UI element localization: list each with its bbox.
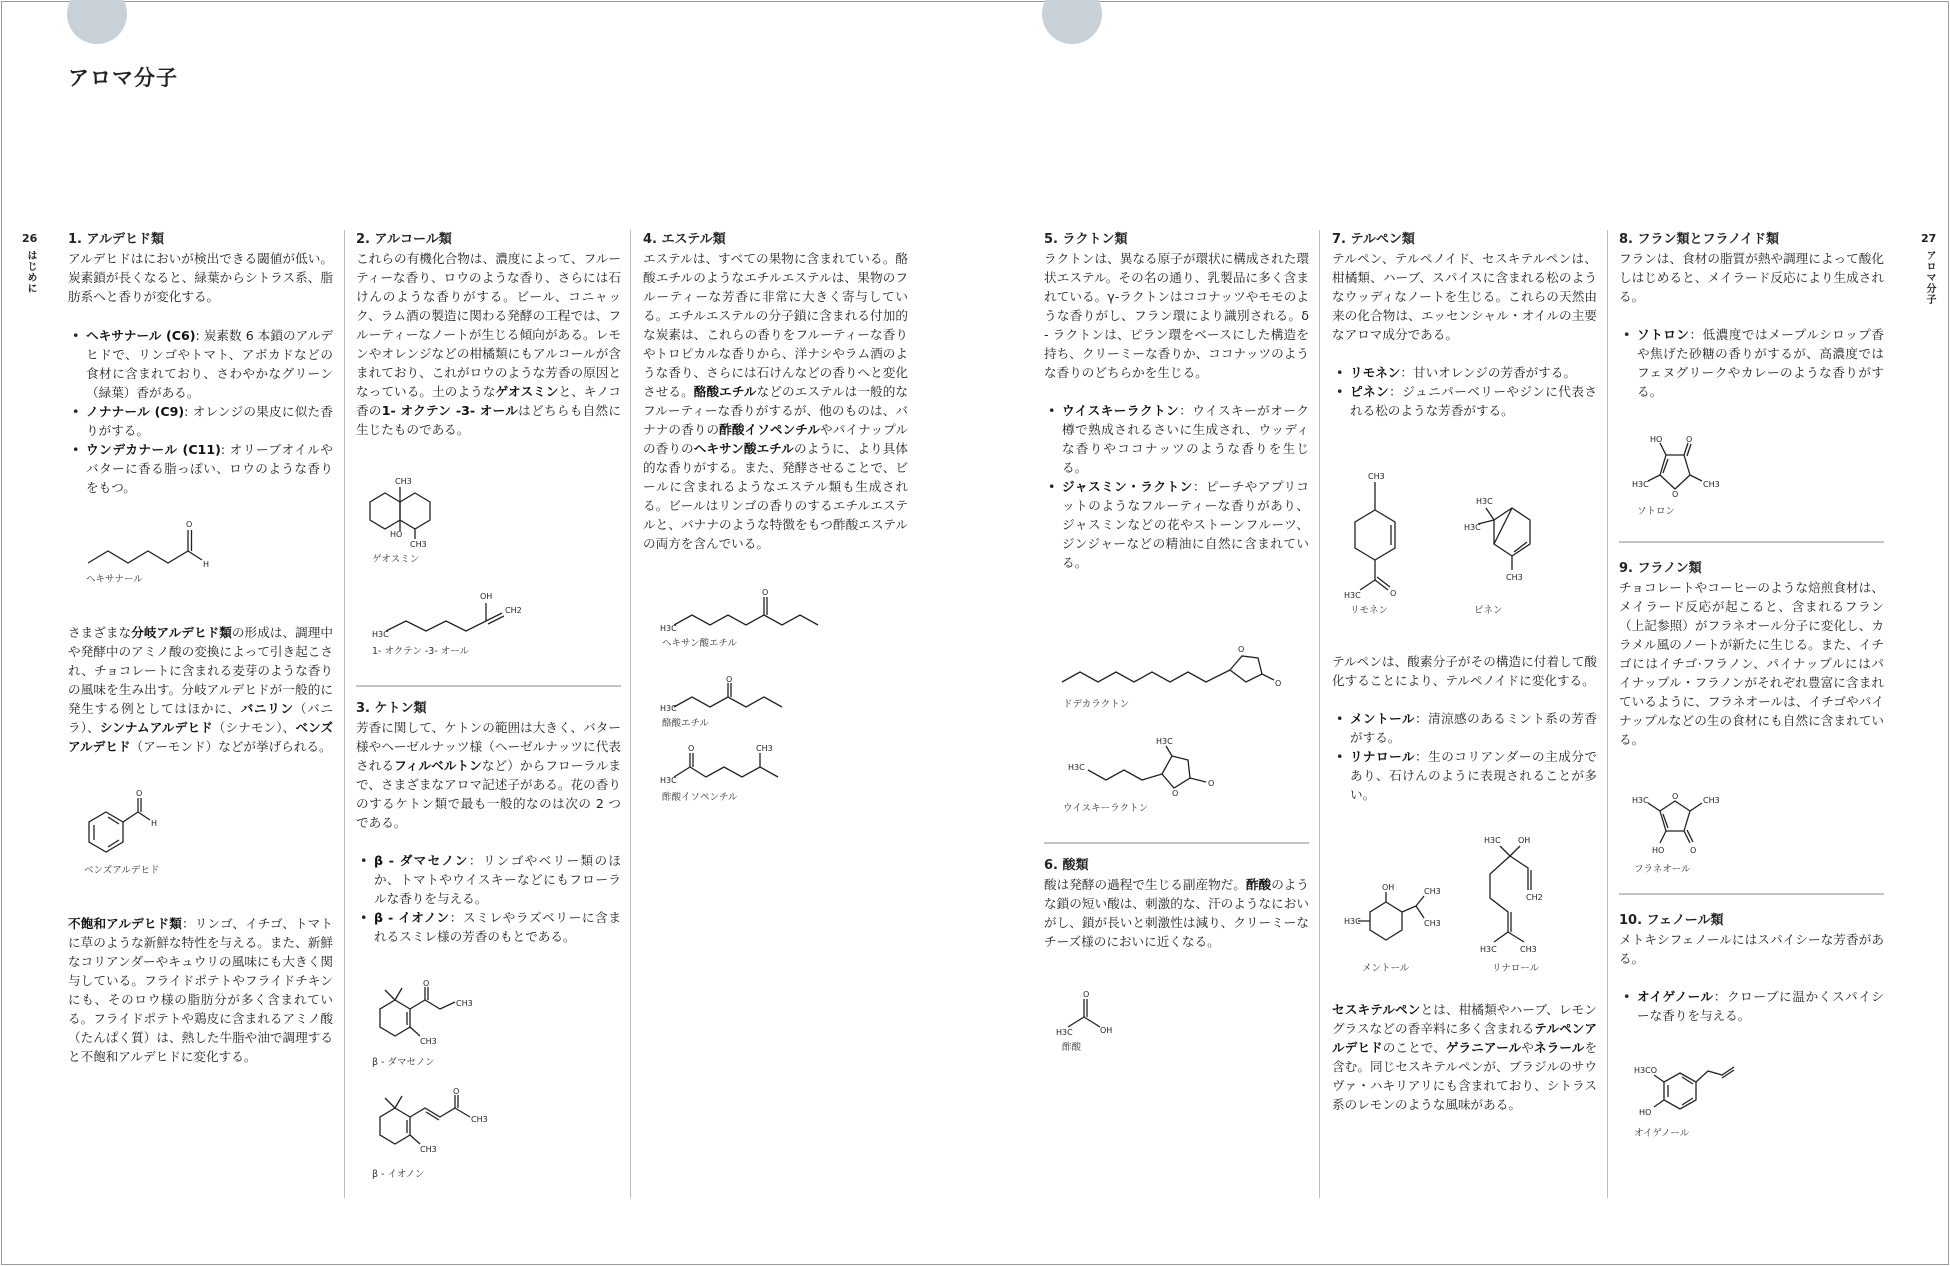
text: はどちらも自然に生じたものである。 bbox=[356, 403, 622, 437]
text: エステルは、すべての果物に含まれている。酪酸エチルのようなエチルエステルは、果物のフルーティーな芳香に非常に大きく寄与している。エチルエステルの分子鎖に含まれる付加的な炭素は、これらの香りをフルーティーな香りやトロピカルな香りから、洋ナシやラム酒のような香り、さらには石けんなどの香りへと変化させる。 bbox=[643, 251, 908, 399]
running-head-right: アロマ分子 bbox=[1924, 250, 1935, 305]
section-heading: 1. アルデヒド類 bbox=[68, 232, 164, 247]
atom-label: O bbox=[1672, 792, 1679, 801]
text: テルペンは、酸素分子がその構造に付着して酸化することにより、テルペノイドに変化する。 bbox=[1332, 654, 1597, 688]
atom-label: CH2 bbox=[505, 606, 522, 615]
atom-label: H3C bbox=[1484, 836, 1501, 845]
section-alcohols bbox=[356, 230, 621, 439]
molecule-pinene bbox=[1464, 490, 1544, 590]
text: を含む。同じセスキテルペンが、ブラジルのサウヴァ・ハキリアリにも含まれており、シトラス系のレモンのような風味がある。 bbox=[1332, 1040, 1598, 1112]
molecule-caption: ウイスキーラクトン bbox=[1063, 803, 1149, 814]
list-item bbox=[68, 402, 333, 440]
molecule-furaneol bbox=[1630, 793, 1884, 857]
atom-label: HO bbox=[390, 530, 403, 539]
list-item bbox=[68, 440, 333, 497]
section-furanones bbox=[1619, 559, 1884, 749]
atom-label: CH3 bbox=[471, 1115, 488, 1124]
atom-label: H3C bbox=[1056, 1028, 1073, 1037]
molecule-eugenol bbox=[1634, 1061, 1884, 1123]
text: とは、柑橘類やハーブ、レモングラスなどの香辛料に多く含まれる bbox=[1332, 1002, 1597, 1036]
running-head-left: はじめに bbox=[25, 250, 36, 294]
atom-label: O bbox=[1238, 645, 1245, 654]
atom-label: CH3 bbox=[1506, 573, 1523, 582]
section-rule bbox=[1044, 842, 1309, 844]
atom-label: O bbox=[1686, 435, 1693, 444]
column-2 bbox=[356, 230, 621, 1182]
text: と、キノコ香の bbox=[356, 384, 622, 418]
term: ゲオスミン bbox=[495, 384, 559, 399]
page-title: アロマ分子 bbox=[68, 65, 178, 90]
atom-label: O bbox=[1690, 846, 1697, 855]
molecule-octenol bbox=[372, 591, 621, 641]
molecule-caption: ヘキサン酸エチル bbox=[662, 638, 738, 649]
atom-label: O bbox=[1275, 679, 1282, 688]
atom-label: O bbox=[726, 675, 733, 684]
section-heading: 4. エステル類 bbox=[643, 232, 726, 247]
section-intro: ラクトンは、異なる原子が環状に構成された環状エステル。その名の通り、乳製品に多く含まれている。γ-ラクトンはココナッツやモモのような香りがし、フラン環により識別される。δ - ラクトンは、ピラン環をベースにした構造を持ち、クリーミーな香りか、ココナッツのような香りのどちらかを生じる。 bbox=[1044, 251, 1309, 380]
term: ウイスキーラクトン bbox=[1062, 403, 1180, 418]
atom-label: H3C bbox=[660, 704, 677, 713]
atom-label: O bbox=[1390, 589, 1397, 598]
unsaturated-aldehydes-paragraph bbox=[68, 914, 333, 1066]
terpene-caption-row bbox=[1332, 604, 1597, 622]
atom-label: H3C bbox=[1156, 737, 1173, 746]
atom-label: O bbox=[1672, 490, 1679, 499]
section-intro: フランは、食材の脂質が熱や調理によって酸化しはじめると、メイラード反応により生成される。 bbox=[1619, 251, 1884, 304]
molecule-caption: 酪酸エチル bbox=[662, 718, 710, 729]
term: バニリン bbox=[240, 701, 294, 716]
term: 分岐アルデヒド類 bbox=[131, 625, 232, 640]
term: セスキテルペン bbox=[1332, 1002, 1421, 1017]
molecule-caption: ピネン bbox=[1474, 605, 1503, 616]
molecule-caption: β - ダマセノン bbox=[372, 1057, 435, 1068]
bullet-list bbox=[1619, 325, 1884, 401]
terpenoid-paragraph bbox=[1332, 652, 1597, 804]
column-1 bbox=[68, 230, 333, 1066]
list-item bbox=[356, 851, 621, 908]
term: ネラール bbox=[1533, 1040, 1585, 1055]
bullet-list bbox=[68, 326, 333, 497]
atom-label: H3C bbox=[1632, 796, 1649, 805]
bullet-list bbox=[1044, 401, 1309, 572]
text: 芳香に関して、ケトンの範囲は大きく、バター様やヘーゼルナッツ様（ヘーゼルナッツに代表される bbox=[356, 720, 621, 773]
column-divider bbox=[1607, 230, 1608, 1198]
molecule-caption: オイゲノール bbox=[1634, 1128, 1690, 1139]
list-item bbox=[1332, 709, 1597, 747]
term: リモネン bbox=[1350, 365, 1401, 380]
description: ：ピーチやアプリコットのようなフルーティーな香りがあり、ジャスミンなどの花やストーンフルーツ、ジンジャーなどの精油に自然に含まれている。 bbox=[1062, 479, 1309, 570]
atom-label: HO bbox=[1652, 846, 1665, 855]
molecule-hexanal bbox=[86, 519, 333, 569]
text: （シナモン）、 bbox=[212, 720, 296, 735]
term: 酢酸イソペンチル bbox=[719, 422, 821, 437]
molecule-caption: 酢酸 bbox=[1062, 1042, 1082, 1053]
atom-label: H3C bbox=[1344, 917, 1361, 926]
text: （アーモンド）などが挙げられる。 bbox=[130, 739, 332, 754]
section-heading: 6. 酸類 bbox=[1044, 858, 1089, 873]
column-divider bbox=[1319, 230, 1320, 1198]
molecule-caption: リモネン bbox=[1350, 605, 1389, 616]
molecule-linalool bbox=[1480, 834, 1560, 954]
atom-label: H3C bbox=[1068, 763, 1085, 772]
section-rule bbox=[356, 685, 621, 687]
term: ヘキサナール (C6) bbox=[86, 328, 196, 343]
term: ノナナール (C9) bbox=[86, 404, 185, 419]
atom-label: HO bbox=[1639, 1108, 1652, 1117]
list-item bbox=[1332, 363, 1597, 382]
atom-label: OH bbox=[480, 592, 493, 601]
term: 酢酸 bbox=[1245, 877, 1272, 892]
atom-label: H3C bbox=[1480, 945, 1497, 954]
atom-label: O bbox=[762, 588, 769, 597]
atom-label: CH3 bbox=[1424, 919, 1441, 928]
description: : 炭素数 6 本鎖のアルデヒドで、リンゴやトマト、アボカドなどの食材に含まれており、さわやかなグリーン（緑葉）香がある。 bbox=[86, 328, 333, 400]
term: 酪酸エチル bbox=[693, 384, 757, 399]
atom-label: O bbox=[1172, 789, 1179, 798]
section-phenols bbox=[1619, 911, 1884, 1025]
description: ：リンゴやベリー類のほか、トマトやウイスキーなどにもフローラルな香りを与える。 bbox=[374, 853, 621, 906]
description: ：生のコリアンダーの主成分であり、石けんのように表現されることが多い。 bbox=[1350, 749, 1597, 802]
page-number-left: 26 bbox=[22, 232, 38, 245]
term: ジャスミン・ラクトン bbox=[1062, 479, 1193, 494]
section-terpenes bbox=[1332, 230, 1597, 420]
atom-label: H3C bbox=[1464, 523, 1481, 532]
bullet-list bbox=[1332, 709, 1597, 804]
description: ：低濃度ではメープルシロップ香や焦げた砂糖の香りがするが、高濃度ではフェヌグリークやカレーのような香りがする。 bbox=[1637, 327, 1884, 399]
branched-aldehydes-paragraph bbox=[68, 623, 333, 756]
molecule-benzaldehyde bbox=[86, 790, 333, 856]
molecule-ethyl-hexanoate bbox=[660, 589, 908, 633]
term: ウンデカナール (C11) bbox=[86, 442, 221, 457]
term: ゲラニアール bbox=[1445, 1040, 1522, 1055]
atom-label: CH3 bbox=[1703, 796, 1720, 805]
molecule-ionone bbox=[370, 1087, 621, 1160]
text: やパイナップルの香りの bbox=[643, 422, 909, 456]
section-furans bbox=[1619, 230, 1884, 401]
section-lactones bbox=[1044, 230, 1309, 572]
atom-label: CH3 bbox=[410, 540, 427, 549]
text: のように、より具体的な香りがする。また、発酵させることで、ビールに含まれるようなエステル類も生成される。ビールはリンゴの香りのするエチルエステルと、バナナのような特徴をもつ酢酸エステルの両方を含んでいる。 bbox=[643, 441, 908, 551]
molecule-caption: ベンズアルデヒド bbox=[84, 865, 160, 876]
molecule-ethyl-butyrate bbox=[660, 677, 908, 713]
molecule-caption: 酢酸イソペンチル bbox=[662, 792, 738, 803]
term: ピネン bbox=[1350, 384, 1390, 399]
term: テルペンアルデヒド bbox=[1332, 1021, 1598, 1055]
atom-label: H3C bbox=[372, 630, 389, 639]
terpenoid-molecule-row bbox=[1332, 830, 1597, 954]
molecule-damascenone bbox=[370, 979, 621, 1050]
molecule-caption: β - イオノン bbox=[372, 1169, 425, 1180]
atom-label: CH3 bbox=[456, 999, 473, 1008]
terpenoid-caption-row bbox=[1332, 962, 1597, 980]
atom-label: H3C bbox=[1476, 497, 1493, 506]
description: ：甘いオレンジの芳香がする。 bbox=[1400, 365, 1577, 380]
text: さまざまな bbox=[68, 625, 132, 640]
atom-label: O bbox=[186, 520, 193, 529]
atom-label: CH2 bbox=[1526, 893, 1543, 902]
description: ：スミレやラズベリーに含まれるスミレ様の芳香のもとである。 bbox=[374, 910, 621, 944]
column-7 bbox=[1332, 230, 1597, 1114]
atom-label: H3C bbox=[1632, 480, 1649, 489]
molecule-isopentyl-acetate bbox=[660, 743, 908, 787]
section-intro: チョコレートやコーヒーのような焙煎食材は、メイラード反応が起こると、含まれるフラン（上記参照）がフラネオール分子に変化し、カラメル風のノートが新たに生じる。また、イチゴにはイチゴ·フラノン、パイナップルにはパイナップル・フラノンがそれぞれ豊富に含まれているように、フラネオールは、イチゴやパイナップルなどの生の食材にも自然に含まれている。 bbox=[1619, 580, 1884, 747]
molecule-caption: 1- オクテン -3- オール bbox=[372, 646, 470, 657]
list-item bbox=[1044, 477, 1309, 572]
molecule-geosmin bbox=[370, 475, 621, 547]
section-heading: 7. テルペン類 bbox=[1332, 232, 1415, 247]
section-heading: 8. フラン類とフラノイド類 bbox=[1619, 232, 1779, 247]
text: などのエステルは一般的なフルーティーな香りがするが、他のものは、バナナの香りの bbox=[643, 384, 909, 437]
list-item bbox=[1619, 987, 1884, 1025]
text: （バニラ）、 bbox=[68, 701, 334, 735]
section-intro: アルデヒドはにおいが検出できる閾値が低い。炭素鎖が長くなると、緑葉からシトラス系、脂肪系へと香りが変化する。 bbox=[68, 251, 333, 304]
atom-label: O bbox=[453, 1087, 460, 1096]
description: ：クローブに温かくスパイシーな香りを与える。 bbox=[1637, 989, 1884, 1023]
section-aldehydes bbox=[68, 230, 333, 497]
atom-label: HO bbox=[1650, 435, 1663, 444]
atom-label: H bbox=[151, 819, 158, 828]
section-intro: テルペン、テルペノイド、セスキテルペンは、柑橘類、ハーブ、スパイスに含まれる松のようなウッディなノートを生じる。これらの天然由来の化合物は、エッセンシャル・オイルの主要なアロマ成分である。 bbox=[1332, 251, 1597, 342]
atom-label: CH3 bbox=[420, 1145, 437, 1154]
atom-label: H3C bbox=[660, 624, 677, 633]
atom-label: H3C bbox=[1344, 591, 1361, 600]
atom-label: O bbox=[136, 789, 143, 798]
list-item bbox=[356, 908, 621, 946]
text: これらの有機化合物は、濃度によって、フルーティーな香り、ロウのような香り、さらには石けんのような香りがする。ビール、コニャック、ラム酒の製造に関わる発酵の工程では、フルーティーなノートが生じる傾向がある。レモンやオレンジなどの柑橘類にもアルコールが含まれており、これがロウのような芳香の原因となっている。土のような bbox=[356, 251, 621, 399]
section-ketones bbox=[356, 699, 621, 946]
term: ソトロン bbox=[1637, 327, 1690, 342]
section-heading: 10. フェノール類 bbox=[1619, 913, 1724, 928]
description: : オリーブオイルやバターに香る脂っぽい、ロウのような香りをもつ。 bbox=[86, 442, 333, 495]
description: ：ウイスキーがオーク樽で熟成されるさいに生成され、ウッディな香りやココナッツのような香りを生じる。 bbox=[1062, 403, 1309, 475]
section-heading: 2. アルコール類 bbox=[356, 232, 452, 247]
atom-label: O bbox=[423, 979, 430, 988]
list-item bbox=[1332, 747, 1597, 804]
atom-label: CH3 bbox=[1368, 472, 1385, 481]
column-5 bbox=[1044, 230, 1309, 1055]
sesquiterpene-paragraph bbox=[1332, 1000, 1597, 1114]
term: シンナムアルデヒド bbox=[99, 720, 213, 735]
bullet-list bbox=[356, 851, 621, 946]
term: ヘキサン酸エチル bbox=[693, 441, 794, 456]
section-heading: 3. ケトン類 bbox=[356, 701, 427, 716]
atom-label: H3CO bbox=[1634, 1066, 1657, 1075]
list-item bbox=[1044, 401, 1309, 477]
section-heading: 9. フラノン類 bbox=[1619, 561, 1702, 576]
atom-label: CH3 bbox=[395, 477, 412, 486]
column-divider bbox=[344, 230, 345, 1198]
molecule-caption: フラネオール bbox=[1634, 864, 1691, 875]
term: β - イオノン bbox=[374, 910, 450, 925]
molecule-menthol bbox=[1344, 884, 1454, 950]
term: 1- オクテン -3- オール bbox=[381, 403, 519, 418]
description: : オレンジの果皮に似た香りがする。 bbox=[86, 404, 333, 438]
atom-label: CH3 bbox=[756, 744, 773, 753]
atom-label: CH3 bbox=[420, 1037, 437, 1046]
section-intro: メトキシフェノールにはスパイシーな芳香がある。 bbox=[1619, 932, 1884, 966]
section-acids bbox=[1044, 856, 1309, 951]
molecule-sotolone bbox=[1630, 435, 1884, 499]
atom-label: O bbox=[688, 744, 695, 753]
term: オイゲノール bbox=[1637, 989, 1714, 1004]
atom-label: OH bbox=[1382, 883, 1395, 892]
text: の形成は、調理中や発酵中のアミノ酸の変換によって引き起こされ、チョコレートに含まれる麦芽のような香りの風味を生み出す。分岐アルデヒドが一般的に発生する例としてはほかに、 bbox=[68, 625, 334, 716]
atom-label: O bbox=[1083, 990, 1090, 999]
molecule-caption: メントール bbox=[1362, 963, 1410, 974]
column-divider bbox=[630, 230, 631, 1198]
term: メントール bbox=[1350, 711, 1415, 726]
atom-label: O bbox=[1208, 779, 1215, 788]
molecule-whisky-lactone bbox=[1068, 734, 1309, 796]
atom-label: H3C bbox=[660, 776, 677, 785]
column-8 bbox=[1619, 230, 1884, 1141]
atom-label: CH3 bbox=[1703, 480, 1720, 489]
molecule-acetic-acid bbox=[1056, 991, 1309, 1037]
text: や bbox=[1521, 1040, 1534, 1055]
list-item bbox=[1332, 382, 1597, 420]
term: リナロール bbox=[1350, 749, 1416, 764]
description: ：清涼感のあるミント系の芳香がする。 bbox=[1350, 711, 1598, 745]
molecule-caption: ゲオスミン bbox=[372, 554, 420, 565]
text: のことで、 bbox=[1382, 1040, 1446, 1055]
description: ：ジュニパーベリーやジンに代表される松のような芳香がする。 bbox=[1350, 384, 1598, 418]
text: など）からフローラルまで、さまざまなアロマ記述子がある。花の香りのするケトン類で最も一般的なのは次の 2 つである。 bbox=[356, 758, 622, 830]
atom-label: H bbox=[203, 560, 210, 569]
section-heading: 5. ラクトン類 bbox=[1044, 232, 1128, 247]
molecule-caption: ドデカラクトン bbox=[1063, 699, 1130, 710]
list-item bbox=[1619, 325, 1884, 401]
molecule-dodecalactone bbox=[1060, 642, 1309, 692]
text: ：リンゴ、イチゴ、トマトに草のような新鮮な特性を与える。また、新鮮なコリアンダーやキュウリの風味にも大きく関与している。フライドポテトやフライドチキンにも、そのロウ様の脂肪分が多く含まれている。フライドポテトや鶏皮に含まれるアミノ酸（たんぱく質）は、熱した牛脂や油で調理すると不飽和アルデヒドに変化する。 bbox=[68, 916, 333, 1064]
page-number-right: 27 bbox=[1921, 232, 1937, 245]
section-rule bbox=[1619, 893, 1884, 895]
term: フィルベルトン bbox=[394, 758, 482, 773]
bullet-list bbox=[1619, 987, 1884, 1025]
molecule-limonene bbox=[1340, 472, 1410, 602]
atom-label: CH3 bbox=[1424, 887, 1441, 896]
term: β - ダマセノン bbox=[374, 853, 469, 868]
term: 不飽和アルデヒド類 bbox=[68, 916, 182, 931]
bullet-list bbox=[1332, 363, 1597, 420]
molecule-caption: ソトロン bbox=[1637, 506, 1676, 517]
terpene-molecule-row bbox=[1332, 472, 1597, 604]
list-item bbox=[68, 326, 333, 402]
atom-label: CH3 bbox=[1520, 945, 1537, 954]
text: 酸は発酵の過程で生じる副産物だ。 bbox=[1044, 877, 1246, 892]
section-rule bbox=[1619, 541, 1884, 543]
molecule-caption: リナロール bbox=[1492, 963, 1540, 974]
section-esters bbox=[643, 230, 908, 553]
atom-label: OH bbox=[1100, 1026, 1113, 1035]
text: のような鎖の短い酸は、刺激的な、汗のようなにおいがし、鎖が長いと刺激性は減り、クリーミーなチーズ様のにおいに近くなる。 bbox=[1044, 877, 1310, 949]
term: ベンズアルデヒド bbox=[68, 720, 334, 754]
molecule-caption: ヘキサナール bbox=[86, 574, 143, 585]
column-3 bbox=[643, 230, 908, 805]
atom-label: OH bbox=[1518, 836, 1531, 845]
